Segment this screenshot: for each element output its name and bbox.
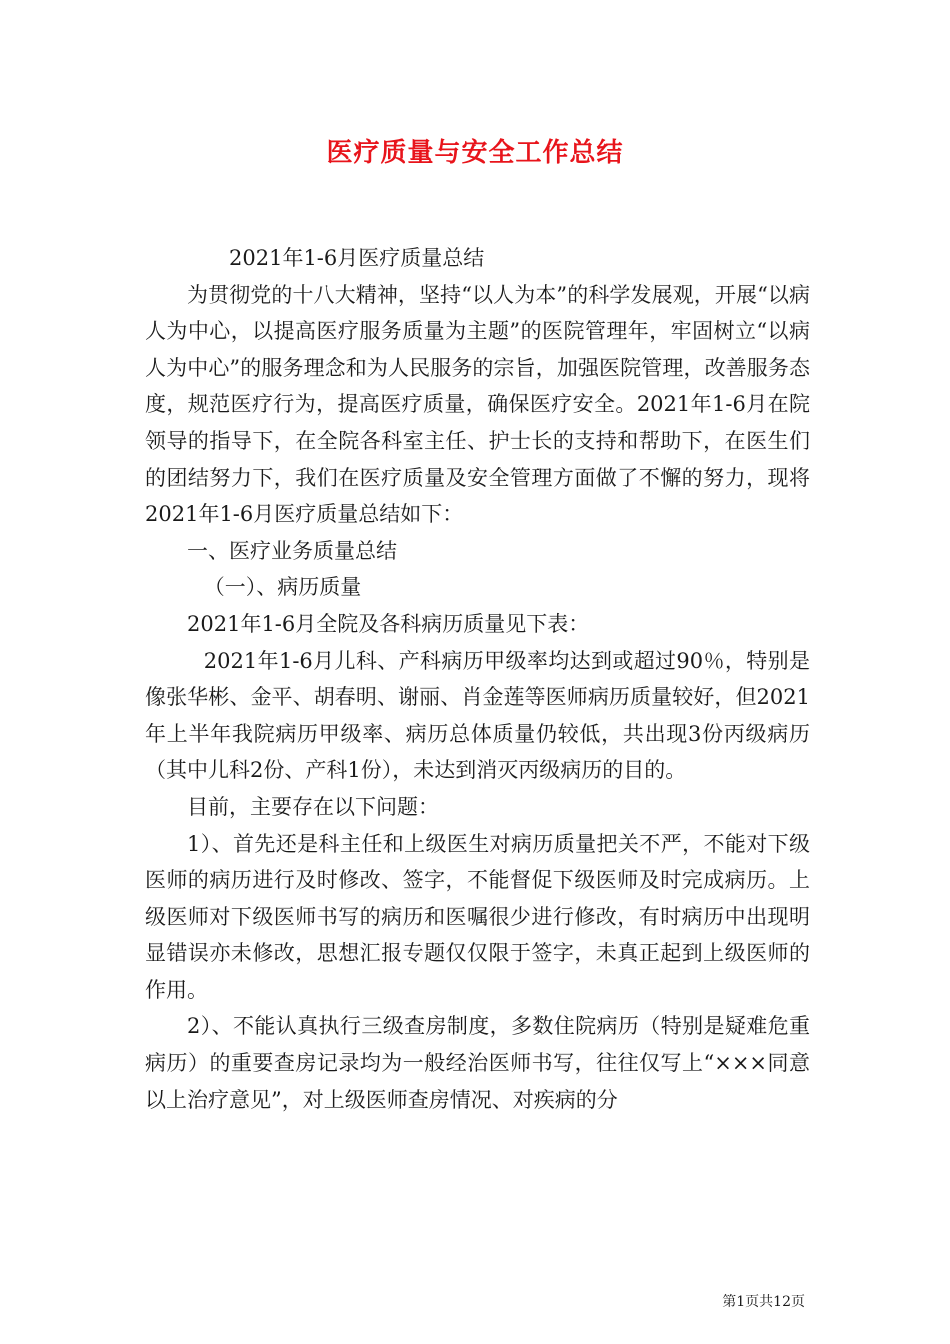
paragraph-intro: 为贯彻党的十八大精神，坚持“以人为本”的科学发展观，开展“以病人为中心，以提高医疗服务质量为主题”的医院管理年，牢固树立“以病人为中心”的服务理念和为人民服务的宗旨，加强医院管理，改善服务态度，规范医疗行为，提高医疗质量，确保医疗安全。2021年1-6月在院领导的指导下，在全院各科室主任、护士长的支持和帮助下，在医生们的团结努力下，我们在医疗质量及安全管理方面做了不懈的努力，现将2021年1-6月医疗质量总结如下： — [145, 282, 810, 527]
page-number: 第1页共12页 — [722, 1294, 805, 1310]
section-heading: 一、医疗业务质量总结 — [187, 538, 397, 563]
paragraph-quality-result: 2021年1-6月儿科、产科病历甲级率均达到或超过90％，特别是像张华彬、金平、胡春明、谢丽、肖金莲等医师病历质量较好，但2021年上半年我院病历甲级率、病历总体质量仍较低，共出现3份丙级病历（其中儿科2份、产科1份），未达到消灭丙级病历的目的。 — [145, 648, 810, 783]
paragraph-problem-2: 2）、不能认真执行三级查房制度，多数住院病历（特别是疑难危重病历）的重要查房记录均为一般经治医师书写，往往仅写上“×××同意以上治疗意见”，对上级医师查房情况、对疾病的分 — [145, 1014, 810, 1112]
subsection-heading: （一）、病历质量 — [203, 575, 362, 600]
document-title: 医疗质量与安全工作总结 — [326, 138, 624, 168]
paragraph-table-ref: 2021年1-6月全院及各科病历质量见下表： — [187, 611, 590, 636]
document-body — [145, 240, 810, 1118]
paragraph-problems-intro: 目前，主要存在以下问题： — [187, 794, 439, 819]
document-subtitle: 2021年1-6月医疗质量总结 — [229, 246, 485, 270]
paragraph-problem-1: 1）、首先还是科主任和上级医生对病历质量把关不严，不能对下级医师的病历进行及时修改、签字，不能督促下级医师及时完成病历。上级医师对下级医师书写的病历和医嘱很少进行修改，有时病历中出现明显错误亦未修改，思想汇报专题仅仅限于签字，未真正起到上级医师的作用。 — [145, 831, 810, 1002]
